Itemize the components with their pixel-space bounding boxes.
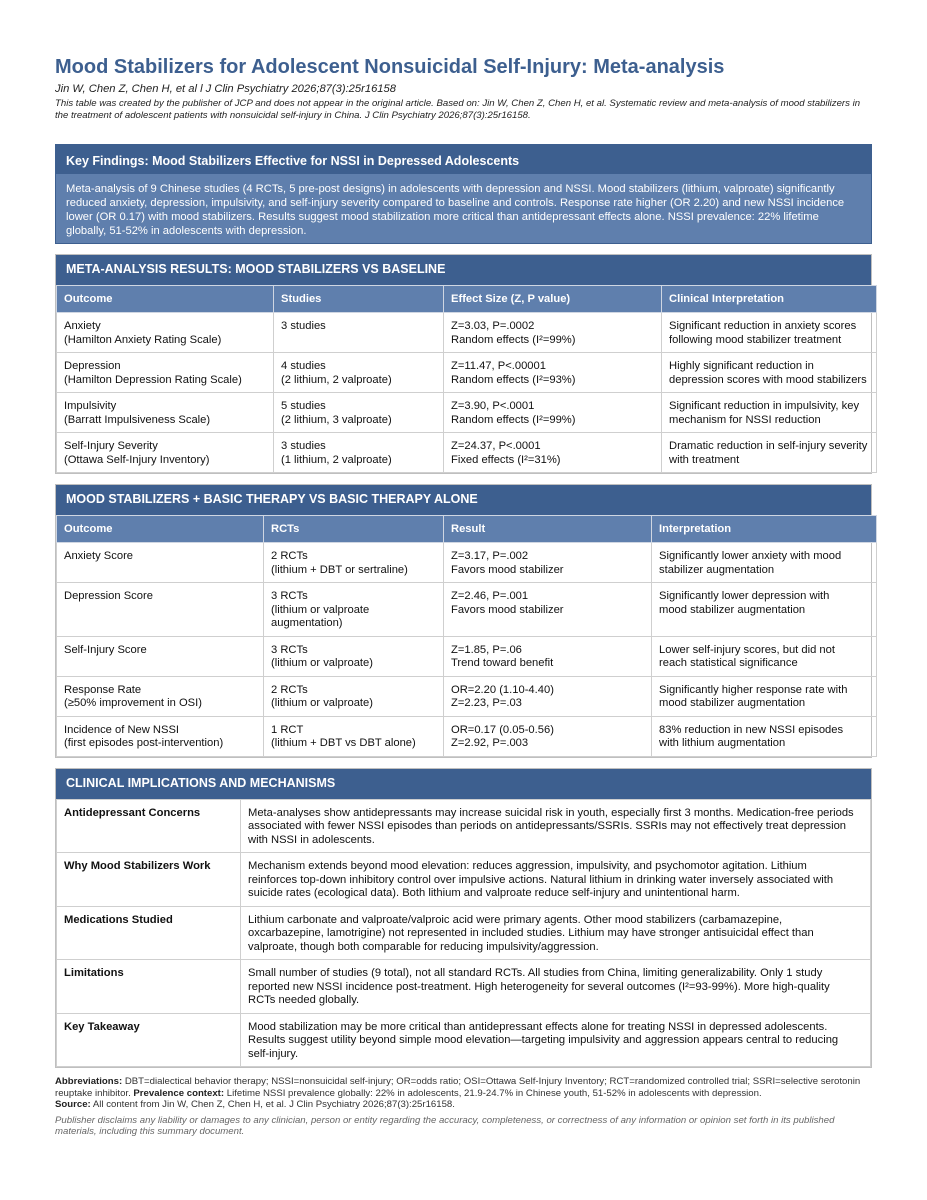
cell-rcts: [264, 543, 444, 583]
column-header: Result: [444, 516, 652, 543]
cell-interp: [652, 543, 877, 583]
cell-outcome: [57, 716, 264, 756]
cell-outcome-line: Depression Score: [64, 590, 153, 602]
implication-text-line: self-injury.: [248, 1047, 299, 1060]
combo-results-table: [56, 515, 877, 757]
cell-rcts-line: (lithium + DBT or sertraline): [271, 563, 408, 576]
implications-heading: CLINICAL IMPLICATIONS AND MECHANISMS: [56, 769, 871, 799]
cell-result-line: Z=2.46, P=.001: [451, 590, 529, 602]
table-header-row: [57, 286, 877, 313]
baseline-results-heading: META-ANALYSIS RESULTS: MOOD STABILIZERS VS BASELINE: [56, 255, 871, 285]
cell-outcome-line: (Hamilton Depression Rating Scale): [64, 373, 242, 386]
cell-outcome-line: (≥50% improvement in OSI): [64, 697, 202, 709]
cell-studies: [274, 393, 444, 433]
implications-section: [55, 768, 872, 1069]
cell-studies-line: (1 lithium, 2 valproate): [281, 453, 392, 466]
page-title: Mood Stabilizers for Adolescent Nonsuicidal Self-Injury: Meta-analysis: [55, 56, 725, 78]
cell-interp-line: mechanism for NSSI reduction: [669, 413, 821, 426]
cell-rcts: [264, 676, 444, 716]
cell-interp: [662, 313, 877, 353]
cell-result-line: Trend toward benefit: [451, 657, 554, 669]
cell-interp-line: with treatment: [669, 453, 740, 466]
table-row: [57, 433, 877, 473]
cell-outcome-line: Incidence of New NSSI: [64, 723, 180, 736]
cell-rcts-line: (lithium + DBT vs DBT alone): [271, 737, 416, 749]
cell-studies: [274, 313, 444, 353]
cell-rcts: [264, 716, 444, 756]
implication-label: Medications Studied: [57, 906, 241, 960]
cell-effect-line: Random effects (I²=99%): [451, 413, 576, 426]
implication-text-line: oxcarbazepine, lamotrigine) not represented in included studies. Lithium may have stronger antisuicidal effect than: [248, 927, 814, 939]
baseline-results-table: [56, 285, 877, 473]
prevalence-text: Lifetime NSSI prevalence globally: 22% in adolescents, 21.9-24.7% in Chinese youth, 51-52% in adolescents with depression.: [224, 1087, 762, 1099]
column-header: Clinical Interpretation: [662, 286, 877, 313]
cell-rcts-line: (lithium or valproate): [271, 657, 373, 669]
cell-rcts-line: (lithium or valproate: [271, 603, 370, 616]
table-row: [57, 1013, 871, 1067]
implication-text-line: Mechanism extends beyond mood elevation: reduces aggression, impulsivity, and psychomotor agitation. Lithium: [248, 860, 807, 872]
cell-outcome: [57, 433, 274, 473]
cell-interp-line: Dramatic reduction in self-injury severity: [669, 440, 868, 452]
cell-interp-line: following mood stabilizer treatment: [669, 333, 842, 346]
baseline-results-section: [55, 254, 872, 474]
table-row: [57, 853, 871, 907]
cell-rcts-line: 3 RCTs: [271, 643, 308, 656]
column-header: Interpretation: [652, 516, 877, 543]
implication-text-line: RCTs needed globally.: [248, 994, 360, 1006]
cell-studies-line: 5 studies: [281, 400, 326, 412]
cell-rcts-line: 2 RCTs: [271, 683, 308, 696]
cell-outcome-line: Depression: [64, 360, 121, 372]
implication-text-line: reported new NSSI incidence post-treatment. High heterogeneity for several outcomes (I²=93-99%). More high-quality: [248, 980, 830, 993]
cell-interp-line: Lower self-injury scores, but did not: [659, 643, 835, 656]
cell-interp-line: mood stabilizer augmentation: [659, 697, 806, 709]
cell-studies: [274, 353, 444, 393]
combo-results-section: [55, 484, 872, 758]
cell-interp: [652, 716, 877, 756]
source-text: All content from Jin W, Chen Z, Chen H, et al. J Clin Psychiatry 2026;87(3):25r16158.: [90, 1099, 455, 1111]
cell-interp-line: mood stabilizer augmentation: [659, 603, 806, 616]
cell-interp: [662, 353, 877, 393]
cell-outcome-line: (Hamilton Anxiety Rating Scale): [64, 333, 222, 346]
cell-rcts-line: (lithium or valproate): [271, 697, 373, 709]
cell-interp: [652, 636, 877, 676]
implication-text-line: reinforces top-down inhibitory control over impulsive actions. Natural lithium in drinking water inversely associated with: [248, 873, 834, 886]
cell-result: [444, 543, 652, 583]
column-header: Outcome: [57, 516, 264, 543]
cell-result: [444, 583, 652, 637]
baseline-table-body: [57, 313, 877, 473]
cell-outcome: [57, 313, 274, 353]
table-row: [57, 799, 871, 853]
cell-outcome-line: Anxiety: [64, 320, 101, 332]
cell-result-line: OR=0.17 (0.05-0.56): [451, 723, 554, 736]
cell-outcome-line: Impulsivity: [64, 400, 117, 412]
publisher-note: This table was created by the publisher of JCP and does not appear in the original article. Based on: Jin W, Chen Z, Chen H, et al. Systematic review and meta-analysis of mood stabilizers in the treatment of adolescent patients with nonsuicidal self-injury in China. J Clin Psychiatry 2026;87(3):25r16158.: [55, 98, 861, 121]
cell-outcome: [57, 676, 264, 716]
implications-table: [56, 799, 871, 1068]
abbreviations-note: [55, 1076, 872, 1111]
implications-table-body: [57, 799, 871, 1067]
cell-outcome-line: Self-Injury Severity: [64, 440, 158, 452]
implication-label: Limitations: [57, 960, 241, 1014]
cell-effect-line: Random effects (I²=93%): [451, 373, 576, 386]
cell-result-line: OR=2.20 (1.10-4.40): [451, 683, 554, 696]
cell-studies: [274, 433, 444, 473]
cell-interp: [652, 583, 877, 637]
cell-outcome: [57, 583, 264, 637]
key-findings-body: Meta-analysis of 9 Chinese studies (4 RCTs, 5 pre-post designs) in adolescents with depression and NSSI. Mood stabilizers (lithium, valproate) significantly reduced anxiety, depression, impulsivity, and self-injury severity compared to baseline and controls. Response rate higher (OR 2.20) and new NSSI incidence lower (OR 0.17) with mood stabilizers. Results suggest mood stabilization more critical than antidepressant effects alone. NSSI prevalence: 22% lifetime globally, 51-52% in adolescents with depression.: [56, 174, 871, 243]
implication-text-line: Small number of studies (9 total), not all standard RCTs. All studies from China, limiting generalizability. Only 1 study: [248, 967, 823, 979]
cell-rcts-line: 3 RCTs: [271, 590, 308, 602]
implication-text: [241, 1013, 871, 1067]
implication-text-line: suicide rates (ecological data). Both lithium and valproate reduce self-injury and unintentional harm.: [248, 887, 740, 899]
cell-result-line: Z=2.23, P=.03: [451, 697, 522, 709]
implication-text-line: Mood stabilization may be more critical than antidepressant effects alone for treating NSSI in depressed adolescents.: [248, 1020, 828, 1033]
cell-interp-line: Significantly lower anxiety with mood: [659, 550, 842, 562]
implication-label: Antidepressant Concerns: [57, 799, 241, 853]
cell-outcome-line: Anxiety Score: [64, 550, 134, 562]
cell-outcome: [57, 393, 274, 433]
cell-rcts-line: 2 RCTs: [271, 550, 308, 562]
column-header: Studies: [274, 286, 444, 313]
cell-studies-line: (2 lithium, 2 valproate): [281, 373, 392, 386]
disclaimer: Publisher disclaims any liability or damages to any clinician, person or entity regarding the accuracy, completeness, or correctness of any information or opinion set forth in its published materials, including this summary document.: [55, 1114, 835, 1138]
key-findings-box: [55, 144, 872, 244]
cell-result-line: Z=2.92, P=.003: [451, 737, 529, 749]
cell-interp-line: depression scores with mood stabilizers: [669, 373, 867, 386]
source-label: Source:: [55, 1099, 91, 1111]
cell-interp-line: reach statistical significance: [659, 657, 798, 669]
table-row: [57, 313, 877, 353]
implication-text-line: Lithium carbonate and valproate/valproic acid were primary agents. Other mood stabilizers (carbamazepine,: [248, 913, 783, 926]
table-row: [57, 716, 877, 756]
cell-outcome: [57, 636, 264, 676]
cell-interp: [652, 676, 877, 716]
cell-effect-line: Z=11.47, P<.00001: [451, 360, 546, 372]
implication-text-line: associated with fewer NSSI episodes than periods on antidepressants/SSRIs. SSRIs may not effectively treat depression: [248, 820, 847, 832]
cell-interp-line: Significant reduction in anxiety scores: [669, 320, 857, 332]
implication-text: [241, 799, 871, 853]
table-row: [57, 906, 871, 960]
abbreviations-label: Abbreviations:: [55, 1076, 123, 1087]
cell-result-line: Z=1.85, P=.06: [451, 643, 522, 656]
implication-text: [241, 853, 871, 907]
cell-rcts-line: 1 RCT: [271, 723, 304, 736]
cell-interp-line: Significantly higher response rate with: [659, 683, 848, 696]
combo-table-body: [57, 543, 877, 757]
cell-interp-line: 83% reduction in new NSSI episodes: [659, 723, 844, 736]
implication-text-line: Results suggest utility beyond simple mood elevation—targeting impulsivity and aggression appears central to reducing: [248, 1034, 839, 1046]
cell-result-line: Z=3.17, P=.002: [451, 550, 529, 562]
cell-effect-line: Z=3.90, P<.0001: [451, 400, 535, 412]
cell-studies-line: 3 studies: [281, 440, 326, 452]
column-header: Outcome: [57, 286, 274, 313]
implication-label: Key Takeaway: [57, 1013, 241, 1067]
cell-effect: [444, 433, 662, 473]
cell-outcome-line: (first episodes post-intervention): [64, 737, 224, 749]
table-row: [57, 636, 877, 676]
prevalence-label: Prevalence context:: [133, 1087, 225, 1099]
implication-text-line: with NSSI in adolescents.: [248, 833, 375, 846]
cell-effect: [444, 313, 662, 353]
cell-result: [444, 716, 652, 756]
table-row: [57, 353, 877, 393]
cell-outcome: [57, 543, 264, 583]
cell-interp: [662, 393, 877, 433]
cell-effect-line: Fixed effects (I²=31%): [451, 453, 561, 466]
implication-label: Why Mood Stabilizers Work: [57, 853, 241, 907]
cell-outcome: [57, 353, 274, 393]
cell-effect: [444, 353, 662, 393]
cell-interp: [662, 433, 877, 473]
implication-text-line: valproate, though both comparable for reducing impulsivity/aggression.: [248, 940, 599, 953]
cell-result-line: Favors mood stabilizer: [451, 563, 564, 576]
cell-rcts: [264, 636, 444, 676]
cell-outcome-line: Self-Injury Score: [64, 643, 147, 656]
table-row: [57, 583, 877, 637]
cell-interp-line: Significantly lower depression with: [659, 590, 830, 602]
cell-effect: [444, 393, 662, 433]
implication-text: [241, 906, 871, 960]
table-header-row: [57, 516, 877, 543]
cell-interp-line: Significant reduction in impulsivity, key: [669, 400, 860, 412]
cell-effect-line: Z=24.37, P<.0001: [451, 440, 541, 452]
cell-interp-line: stabilizer augmentation: [659, 563, 775, 576]
cell-interp-line: Highly significant reduction in: [669, 360, 814, 372]
cell-rcts: [264, 583, 444, 637]
citation-line: Jin W, Chen Z, Chen H, et al l J Clin Psychiatry 2026;87(3):25r16158: [55, 83, 396, 95]
cell-effect-line: Random effects (I²=99%): [451, 333, 576, 346]
combo-results-heading: MOOD STABILIZERS + BASIC THERAPY VS BASIC THERAPY ALONE: [56, 485, 871, 515]
cell-rcts-line: augmentation): [271, 617, 343, 629]
cell-result-line: Favors mood stabilizer: [451, 603, 564, 616]
cell-result: [444, 676, 652, 716]
cell-studies-line: (2 lithium, 3 valproate): [281, 413, 392, 426]
implication-text-line: Meta-analyses show antidepressants may increase suicidal risk in youth, especially first 3 months. Medication-free periods: [248, 806, 854, 819]
cell-effect-line: Z=3.03, P=.0002: [451, 320, 535, 332]
table-row: [57, 676, 877, 716]
table-row: [57, 543, 877, 583]
cell-outcome-line: Response Rate: [64, 683, 142, 696]
table-row: [57, 960, 871, 1014]
cell-studies-line: 3 studies: [281, 320, 326, 332]
abbreviations-text: DBT=dialectical behavior therapy; NSSI=nonsuicidal self-injury; OR=odds ratio; OSI=Ottawa Self-Injury Inventory; RCT=randomized controlled trial; SSRI=selective serotonin reuptake inhibitor.: [55, 1076, 861, 1099]
cell-studies-line: 4 studies: [281, 360, 326, 372]
implication-text: [241, 960, 871, 1014]
cell-outcome-line: (Barratt Impulsiveness Scale): [64, 413, 211, 426]
cell-interp-line: with lithium augmentation: [659, 737, 786, 749]
table-row: [57, 393, 877, 433]
cell-result: [444, 636, 652, 676]
cell-outcome-line: (Ottawa Self-Injury Inventory): [64, 453, 210, 466]
key-findings-heading: Key Findings: Mood Stabilizers Effective for NSSI in Depressed Adolescents: [56, 145, 871, 174]
column-header: RCTs: [264, 516, 444, 543]
column-header: Effect Size (Z, P value): [444, 286, 662, 313]
